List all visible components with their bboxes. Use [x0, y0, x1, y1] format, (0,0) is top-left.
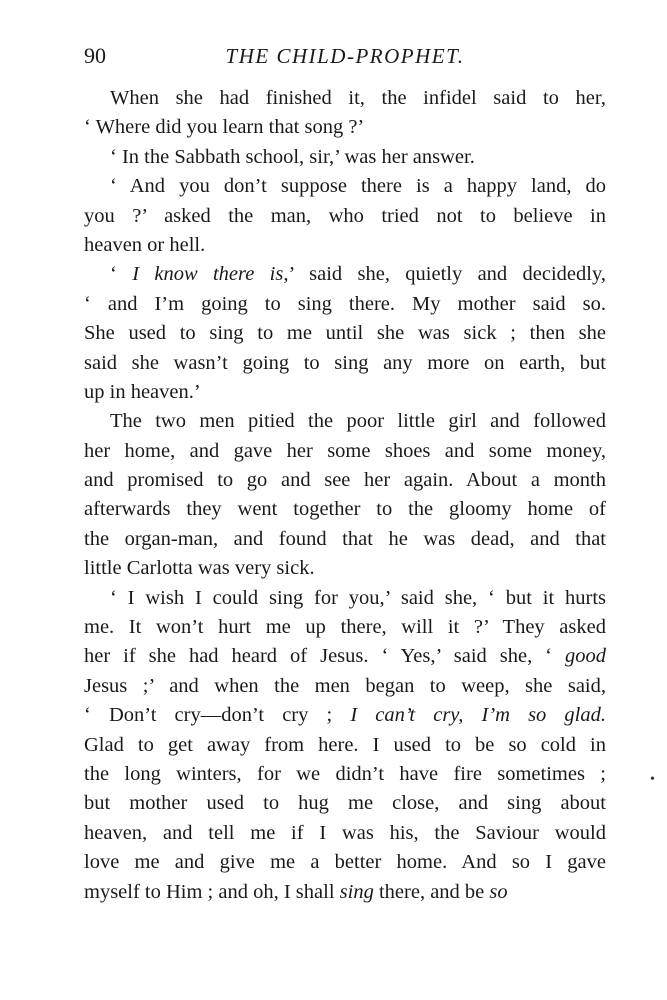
text-line: ‘ and I’m going to sing there. My mother said so. [84, 292, 606, 315]
text-line: ‘ And you don’t suppose there is a happy land, do [110, 175, 606, 198]
paragraph [84, 584, 606, 907]
text-line: heaven or hell. [84, 233, 206, 256]
text-line: The two men pitied the poor little girl and followed [110, 410, 606, 433]
book-page [84, 36, 606, 907]
text-line: little Carlotta was very sick. [84, 557, 315, 580]
italic-text: sing [339, 880, 374, 903]
paragraph [84, 172, 606, 260]
text-line: afterwards they went together to the gloomy home of [84, 498, 606, 521]
paragraph [84, 407, 606, 583]
text-line: ‘ I wish I could sing for you,’ said she, ‘ but it hurts [110, 586, 606, 609]
running-title: THE CHILD-PROPHET. [225, 44, 465, 68]
italic-text: I know there is, [132, 263, 289, 286]
text-line: said she wasn’t going to sing any more on earth, but [84, 351, 606, 374]
text-line: When she had finished it, the infidel said to her, [110, 87, 606, 109]
text-line: her if she had heard of Jesus. ‘ Yes,’ said she, ‘ good [84, 645, 606, 668]
text-line: the long winters, for we didn’t have fire sometimes ; [84, 762, 606, 785]
text-line: ‘ In the Sabbath school, sir,’ was her answer. [110, 145, 475, 168]
paragraph [84, 260, 606, 407]
paragraph [84, 84, 606, 143]
italic-text: so [489, 880, 508, 903]
text-line: love me and give me a better home. And so I gave [84, 851, 606, 874]
paragraph [84, 143, 606, 172]
text-line: ‘ Don’t cry—don’t cry ; I can’t cry, I’m so glad. [84, 704, 606, 727]
text-line: She used to sing to me until she was sick ; then she [84, 322, 606, 345]
italic-text: I can’t cry, I’m so glad. [350, 704, 606, 727]
text-line: and promised to go and see her again. About a month [84, 469, 606, 492]
text-line: ‘ Where did you learn that song ?’ [84, 116, 365, 139]
margin-speck: • [650, 772, 655, 787]
text-line: you ?’ asked the man, who tried not to believe in [84, 204, 606, 227]
text-line: me. It won’t hurt me up there, will it ?’ They asked [84, 616, 606, 639]
text-line: the organ-man, and found that he was dead, and that [84, 527, 606, 550]
text-line: ‘ I know there is,’ said she, quietly and decidedly, [110, 263, 607, 286]
body-text [84, 84, 606, 907]
text-line: but mother used to hug me close, and sing about [84, 792, 606, 815]
text-line: her home, and gave her some shoes and some money, [84, 439, 606, 462]
text-line: up in heaven.’ [84, 380, 201, 403]
page-header [84, 36, 606, 76]
text-line: Jesus ;’ and when the men began to weep, she said, [84, 674, 606, 697]
page-number: 90 [84, 43, 106, 68]
text-line: heaven, and tell me if I was his, the Saviour would [84, 821, 606, 844]
italic-text: good [565, 645, 606, 668]
text-line: Glad to get away from here. I used to be so cold in [84, 733, 606, 756]
text-line: myself to Him ; and oh, I shall sing there, and be so [84, 880, 508, 903]
